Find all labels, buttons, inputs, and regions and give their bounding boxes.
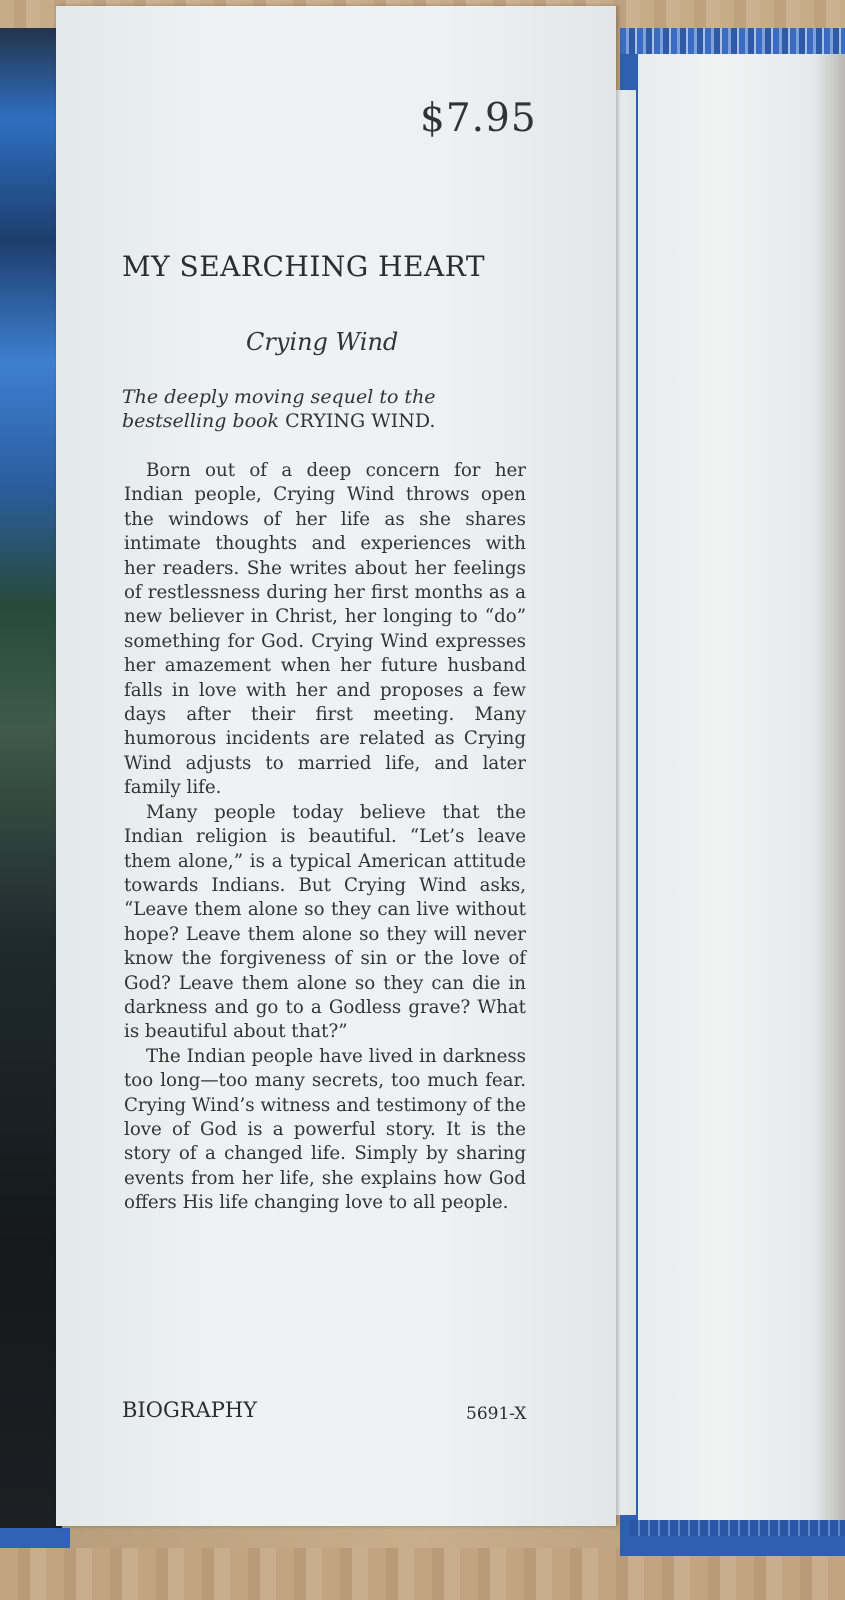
- description-paragraph: The Indian people have lived in darkness too long—too many secrets, too much fear. Crying Wind’s witness and testimony of the love of God is a powerful story. It is the story of a changed life. Simply by sharing events from her life, she explains how God offers His life changing love to all people.: [124, 1045, 526, 1214]
- description-paragraph: Born out of a deep concern for her Indian people, Crying Wind throws open the windows of her life as she shares intimate thoughts and experiences with her readers. She writes about her feelings of restlessness during her first months as a new believer in Christ, her longing to “do” something for God. Crying Wind expresses her amazement when her future husband falls in love with her and proposes a few days after their first meeting. Many humorous incidents are related as Crying Wind adjusts to married life, and later family life.: [124, 460, 526, 799]
- catalog-number: 5691-X: [466, 1404, 527, 1424]
- price-label: $7.95: [420, 96, 537, 141]
- jacket-edge-trim: [0, 1528, 70, 1548]
- description-paragraph: Many people today believe that the Indian religion is beautiful. “Let’s leave them alone,” is a typical American attitude towards Indians. But Crying Wind asks, “Leave them alone so they can live without hope? Leave them alone so they will never know the forgiveness of sin or the love of God? Leave them alone so they can die in darkness and go to a Godless grave? What is beautiful about that?”: [124, 801, 526, 1043]
- tagline-book-ref: CRYING WIND.: [285, 410, 436, 432]
- tagline: [122, 385, 532, 433]
- jacket-front-edge: [0, 28, 62, 1548]
- book-cover-bottom-trim: [630, 1520, 845, 1536]
- genre-label: BIOGRAPHY: [122, 1398, 258, 1422]
- endpaper: [638, 54, 845, 1520]
- author-name: Crying Wind: [246, 328, 399, 356]
- tagline-text: The deeply moving sequel to the bestselling book: [122, 386, 436, 432]
- book-title: MY SEARCHING HEART: [122, 250, 485, 283]
- book-cover-trim: [620, 28, 845, 54]
- flap-description: [124, 459, 526, 1216]
